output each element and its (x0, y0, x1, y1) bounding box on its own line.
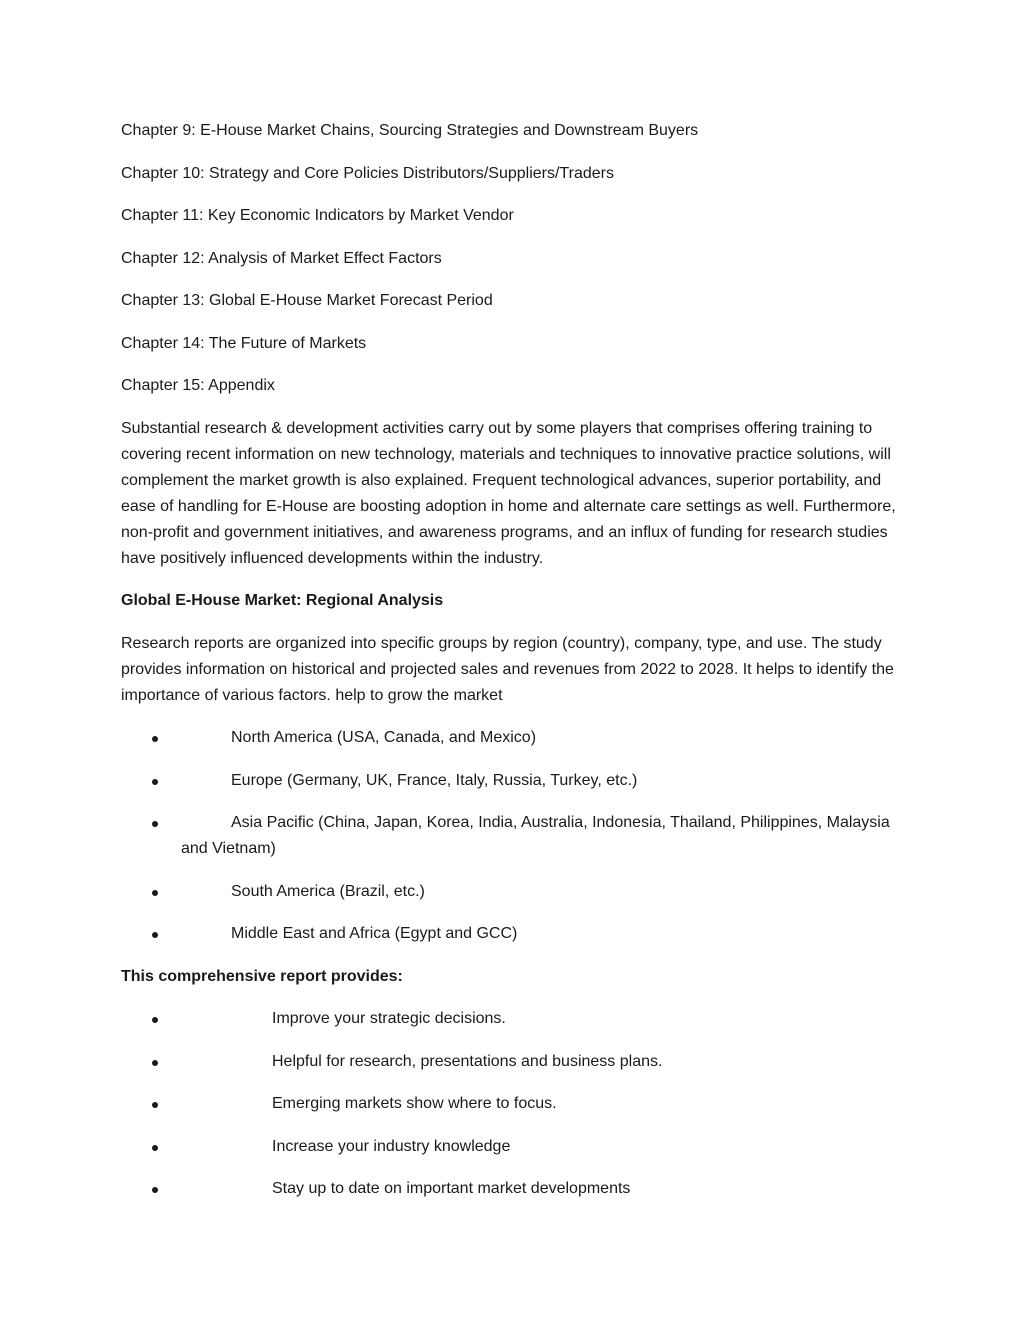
benefit-item-text: Increase your industry knowledge (272, 1137, 511, 1155)
bullet-icon (152, 1017, 158, 1023)
region-item-text: South America (Brazil, etc.) (231, 882, 425, 900)
regional-analysis-heading: Global E-House Market: Regional Analysis (121, 592, 444, 609)
chapter-14-line: Chapter 14: The Future of Markets (121, 334, 367, 352)
benefit-list (121, 1006, 911, 1202)
list-item (121, 768, 911, 794)
bullet-icon (152, 1187, 158, 1193)
bullet-icon (152, 821, 158, 827)
region-item-text: North America (USA, Canada, and Mexico) (231, 729, 537, 746)
bullet-icon (152, 736, 158, 742)
bullet-icon (152, 1145, 158, 1151)
chapter-13-line: Chapter 13: Global E-House Market Forecast Period (121, 292, 493, 309)
benefit-item-text: Stay up to date on important market developments (272, 1180, 631, 1197)
bullet-icon (152, 779, 158, 785)
chapter-9-line: Chapter 9: E-House Market Chains, Sourcing Strategies and Downstream Buyers (121, 122, 699, 139)
list-item (121, 810, 911, 862)
chapter-15-line: Chapter 15: Appendix (121, 377, 275, 394)
chapter-11-line: Chapter 11: Key Economic Indicators by Market Vendor (121, 207, 514, 224)
region-item-text: Middle East and Africa (Egypt and GCC) (231, 925, 518, 942)
region-list (121, 725, 911, 947)
bullet-icon (152, 890, 158, 896)
regional-analysis-paragraph: Research reports are organized into specific groups by region (country), company, type, and use. The study provides information on historical and projected sales and revenues from 2022 to 2028. It helps to identify the importance of various factors. help to grow the market (121, 634, 894, 704)
list-item (121, 1176, 911, 1202)
region-item-text: Europe (Germany, UK, France, Italy, Russia, Turkey, etc.) (231, 771, 638, 789)
bullet-icon (152, 932, 158, 938)
intro-paragraph: Substantial research & development activities carry out by some players that comprises offering training to covering recent information on new technology, materials and techniques to innovative practice solutions, will complement the market growth is also explained. Frequent technological advances, superior portability, and ease of handling for E-House are boosting adoption in home and alternate care settings as well. Furthermore, non-profit and government initiatives, and awareness programs, and an influx of funding for research studies have positively influenced developments within the industry. (121, 419, 896, 567)
list-item (121, 725, 911, 751)
benefit-item-text: Emerging markets show where to focus. (272, 1095, 557, 1112)
list-item (121, 1049, 911, 1075)
page-content (121, 118, 911, 1219)
bullet-icon (152, 1060, 158, 1066)
benefit-item-text: Helpful for research, presentations and business plans. (272, 1052, 663, 1070)
chapter-12-line: Chapter 12: Analysis of Market Effect Factors (121, 249, 442, 267)
list-item (121, 921, 911, 947)
report-provides-heading: This comprehensive report provides: (121, 967, 403, 985)
benefit-item-text: Improve your strategic decisions. (272, 1010, 506, 1027)
chapter-10-line: Chapter 10: Strategy and Core Policies Distributors/Suppliers/Traders (121, 164, 614, 182)
list-item (121, 1006, 911, 1032)
region-item-text: Asia Pacific (China, Japan, Korea, India, Australia, Indonesia, Thailand, Philippines, Malaysia and Vietnam) (181, 814, 890, 857)
list-item (121, 879, 911, 905)
list-item (121, 1091, 911, 1117)
list-item (121, 1134, 911, 1160)
bullet-icon (152, 1102, 158, 1108)
